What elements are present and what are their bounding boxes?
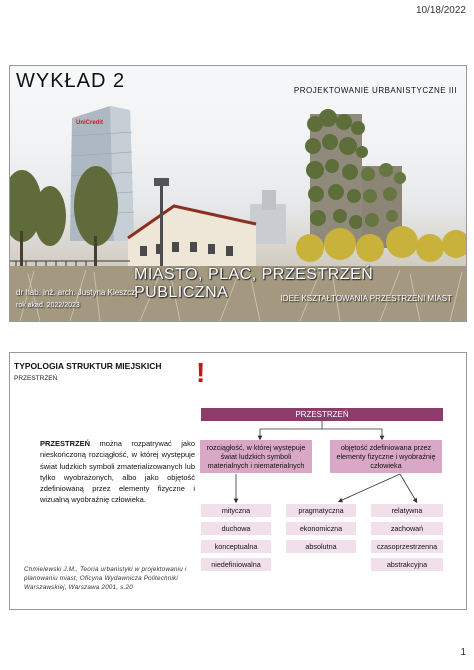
- diagram-right-branch: objętość zdefiniowana przez elementy fizyczne i wyobraźnię człowieka: [330, 440, 442, 473]
- slide-subtitle: IDEE KSZTAŁTOWANIA PRZESTRZENI MIAST: [280, 294, 452, 303]
- typology-slide: [9, 352, 467, 610]
- type-item: niedefiniowalna: [201, 558, 271, 571]
- type-item: duchowa: [201, 522, 271, 535]
- type-item: relatywna: [371, 504, 443, 517]
- type-item: abstrakcyjna: [371, 558, 443, 571]
- svg-text:UniCredit: UniCredit: [76, 120, 103, 126]
- course-name: PROJEKTOWANIE URBANISTYCZNE III: [293, 86, 457, 95]
- slide-subtitle: PRZESTRZEŃ: [14, 375, 58, 382]
- type-item: absolutna: [286, 540, 356, 553]
- definition-term: PRZESTRZEŃ: [40, 439, 91, 448]
- type-item: pragmatyczna: [286, 504, 356, 517]
- type-item: ekonomiczna: [286, 522, 356, 535]
- exclamation-icon: !: [196, 357, 206, 388]
- type-item: zachowań: [371, 522, 443, 535]
- type-item: konceptualna: [201, 540, 271, 553]
- slide-main-title: MIASTO, PLAC, PRZESTRZEŃ PUBLICZNA: [134, 266, 374, 301]
- citation: Chmielewski J.M., Teoria urbanistyki w projektowaniu i planowaniu miast, Oficyna Wydawnicza Politechniki Warszawskiej, Warszawa 2001, s.20: [24, 566, 187, 592]
- page-date: 10/18/2022: [415, 5, 466, 16]
- slide-title: TYPOLOGIA STRUKTUR MIEJSKICH: [14, 361, 162, 371]
- type-item: mityczna: [201, 504, 271, 517]
- diagram-root: PRZESTRZEŃ: [201, 408, 443, 421]
- lecture-title: WYKŁAD 2: [16, 70, 126, 92]
- page-number: 1: [460, 647, 466, 658]
- author-name: dr hab. inż. arch. Justyna Kleszcz: [16, 288, 136, 297]
- definition-body: można rozpatrywać jako nieskończoną rozciągłość, w której występuje świat ludzkich symboli zmaterializowanych lub tylko wyobrażonych, albo jako objętość zdefiniowaną przez elementy fizyczne i wizualną wyobraźnię człowieka.: [40, 439, 195, 505]
- title-slide: [9, 65, 467, 322]
- type-item: czasoprzestrzenna: [371, 540, 443, 553]
- academic-year: rok akad. 2022/2023: [16, 302, 80, 309]
- diagram-left-branch: rozciągłość, w której występuje świat ludzkich symboli materialnych i niematerialnych: [200, 440, 312, 473]
